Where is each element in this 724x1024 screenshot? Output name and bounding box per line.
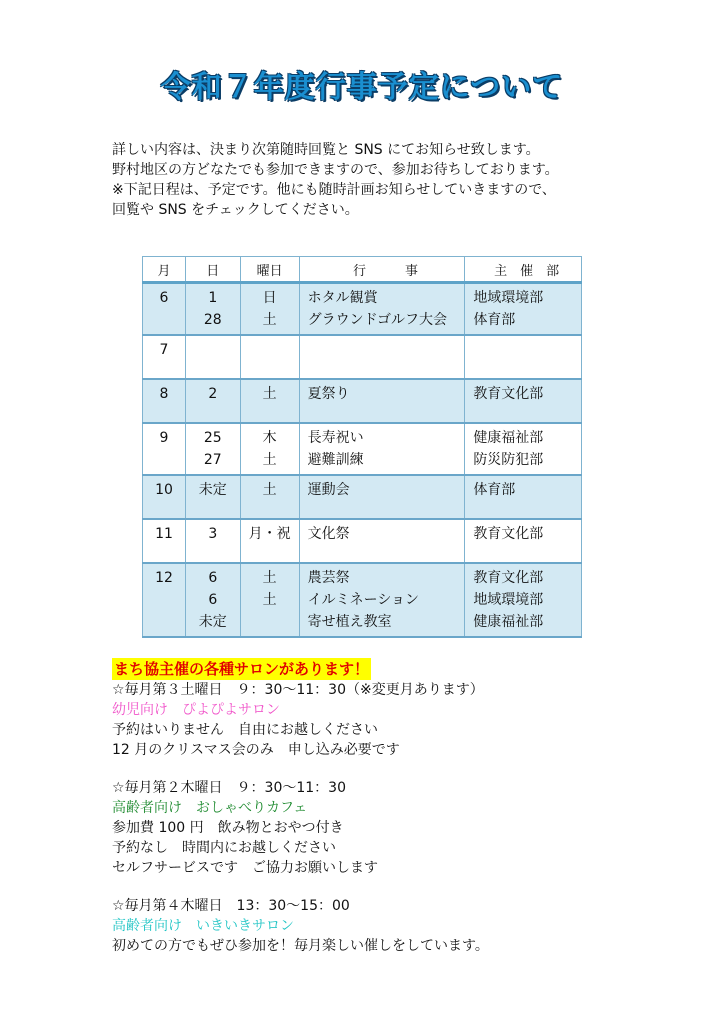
schedule-table [142, 256, 582, 638]
cell-weekday-line: 木 [262, 430, 277, 446]
cell-event [299, 335, 465, 379]
cell-day-line: 未定 [198, 614, 227, 630]
cell-day-line: 2 [208, 386, 218, 402]
cell-day [185, 335, 240, 379]
cell-event [299, 519, 465, 563]
cell-event-line: 避難訓練 [307, 452, 364, 468]
cell-event [299, 563, 465, 637]
cell-weekday-line: 土 [262, 452, 277, 468]
table-row [143, 379, 582, 423]
header-day: 日 [185, 257, 240, 283]
cell-day-line: 未定 [198, 482, 227, 498]
salon-section [112, 658, 672, 956]
cell-weekday [240, 519, 299, 563]
cell-day [185, 379, 240, 423]
header-organizer: 主 催 部 [465, 257, 582, 283]
cell-organizer [465, 335, 582, 379]
salon-detail: セルフサービスです ご協力お願いします [112, 860, 378, 876]
cell-event-line: 長寿祝い [307, 430, 364, 446]
table-row [143, 423, 582, 475]
salon-schedule: ☆毎月第３土曜日 ９：30～11：30（※変更月あります） [112, 682, 484, 698]
page-title: 令和７年度行事予定について [160, 70, 564, 105]
salon-detail: 12 月のクリスマス会のみ 申し込み必要です [112, 742, 400, 758]
header-event: 行 事 [299, 257, 465, 283]
cell-organizer [465, 283, 582, 336]
cell-weekday-line: 土 [262, 312, 277, 328]
cell-day-line: 1 [208, 290, 218, 306]
salon-name-cafe: 高齢者向け おしゃべりカフェ [112, 800, 308, 816]
cell-month: 11 [143, 519, 186, 563]
cell-day [185, 475, 240, 519]
cell-organizer-line: 体育部 [473, 312, 516, 328]
cell-month: 6 [143, 283, 186, 336]
cell-organizer-line: 教育文化部 [473, 526, 544, 542]
intro-line: ※下記日程は、予定です。他にも随時計画お知らせしていきますので、 [112, 182, 556, 198]
cell-month: 9 [143, 423, 186, 475]
salon-schedule: ☆毎月第４木曜日 13：30～15：00 [112, 898, 350, 914]
salon-name-piyo: 幼児向け ぴよぴよサロン [112, 702, 280, 718]
salon-detail: 参加費 100 円 飲み物とおやつ付き [112, 820, 344, 836]
header-month: 月 [143, 257, 186, 283]
cell-weekday-line: 土 [262, 482, 277, 498]
cell-organizer [465, 379, 582, 423]
cell-weekday [240, 563, 299, 637]
cell-event [299, 283, 465, 336]
intro-text [112, 140, 672, 220]
cell-event [299, 423, 465, 475]
cell-organizer [465, 475, 582, 519]
cell-weekday-line: 月・祝 [248, 526, 291, 542]
cell-day [185, 563, 240, 637]
cell-event [299, 379, 465, 423]
table-row [143, 563, 582, 637]
salon-detail: 予約はいりません 自由にお越しください [112, 722, 378, 738]
header-weekday: 曜日 [240, 257, 299, 283]
cell-event-line: ホタル観賞 [307, 290, 378, 306]
salon-detail: 初めての方でもぜひ参加を！毎月楽しい催しをしています。 [112, 938, 489, 954]
cell-weekday-line: 日 [262, 290, 277, 306]
cell-weekday-line: 土 [262, 592, 277, 608]
cell-day [185, 423, 240, 475]
cell-weekday [240, 335, 299, 379]
cell-organizer [465, 423, 582, 475]
cell-event-line: 寄せ植え教室 [307, 614, 392, 630]
cell-event-line: イルミネーション [307, 592, 420, 608]
cell-day-line: 3 [208, 526, 218, 542]
salon-detail: 予約なし 時間内にお越しください [112, 840, 336, 856]
cell-day [185, 283, 240, 336]
cell-event [299, 475, 465, 519]
cell-month: 12 [143, 563, 186, 637]
cell-month: 10 [143, 475, 186, 519]
cell-event-line: 夏祭り [307, 386, 350, 402]
cell-day-line: 28 [203, 312, 222, 328]
table-row [143, 475, 582, 519]
cell-organizer-line: 地域環境部 [473, 290, 544, 306]
cell-weekday [240, 379, 299, 423]
cell-event-line: 運動会 [307, 482, 350, 498]
cell-day [185, 519, 240, 563]
intro-line: 詳しい内容は、決まり次第随時回覧と SNS にてお知らせ致します。 [112, 142, 540, 158]
cell-day-line: 27 [203, 452, 222, 468]
cell-organizer-line: 健康福祉部 [473, 430, 544, 446]
cell-weekday [240, 475, 299, 519]
cell-weekday-line: 土 [262, 386, 277, 402]
cell-weekday [240, 283, 299, 336]
cell-event-line: 文化祭 [307, 526, 350, 542]
table-row [143, 519, 582, 563]
intro-line: 回覧や SNS をチェックしてください。 [112, 202, 359, 218]
table-header-row [143, 257, 582, 283]
cell-organizer-line: 防災防犯部 [473, 452, 544, 468]
salon-name-ikiiki: 高齢者向け いきいきサロン [112, 918, 294, 934]
cell-day-line: 6 [208, 592, 218, 608]
intro-line: 野村地区の方どなたでも参加できますので、参加お待ちしております。 [112, 162, 559, 178]
cell-organizer [465, 563, 582, 637]
cell-event-line: グラウンドゴルフ大会 [307, 312, 448, 328]
cell-day-line: 6 [208, 570, 218, 586]
schedule-body [143, 283, 582, 638]
cell-organizer-line: 健康福祉部 [473, 614, 544, 630]
cell-organizer-line: 体育部 [473, 482, 516, 498]
cell-organizer-line: 教育文化部 [473, 386, 544, 402]
cell-organizer-line: 地域環境部 [473, 592, 544, 608]
table-row [143, 283, 582, 336]
cell-organizer-line: 教育文化部 [473, 570, 544, 586]
cell-day-line: 25 [203, 430, 222, 446]
cell-month: 7 [143, 335, 186, 379]
cell-organizer [465, 519, 582, 563]
table-row [143, 335, 582, 379]
cell-weekday-line: 土 [262, 570, 277, 586]
salon-heading: まち協主催の各種サロンがあります！ [114, 660, 370, 678]
cell-month: 8 [143, 379, 186, 423]
cell-weekday [240, 423, 299, 475]
cell-event-line: 農芸祭 [307, 570, 350, 586]
salon-schedule: ☆毎月第２木曜日 ９：30～11：30 [112, 780, 346, 796]
